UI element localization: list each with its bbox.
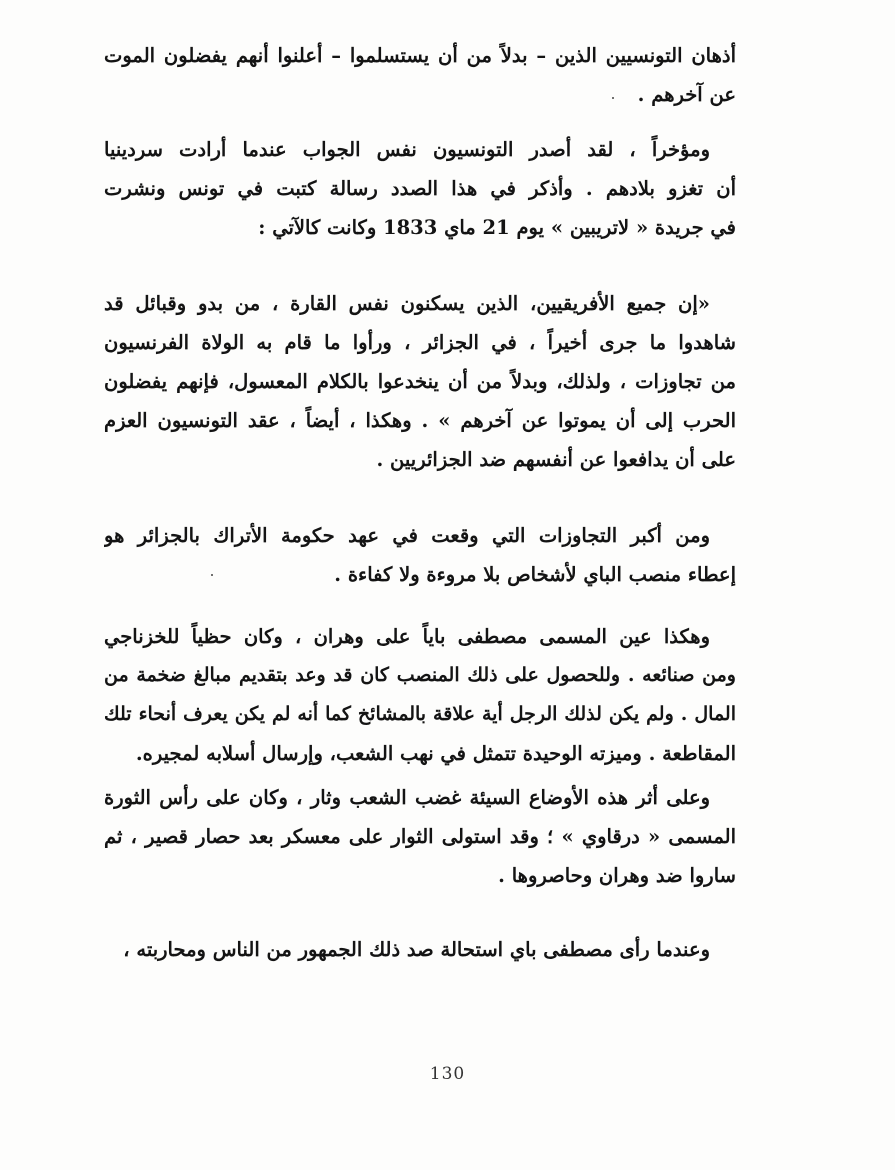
paragraph-7 bbox=[104, 930, 736, 969]
text-line: شاهدوا ما جرى أخيراً ، في الجزائر ، ورأوا ما قام به الولاة الفرنسيون bbox=[104, 331, 736, 354]
text-line: المسمى « درقاوي » ؛ وقد استولى الثوار على معسكر بعد حصار قصير ، ثم bbox=[104, 825, 736, 848]
text-line: ساروا ضد وهران وحاصروها . bbox=[498, 864, 736, 887]
text-line: أن تغزو بلادهم . وأذكر في هذا الصدد رسالة كتبت في تونس ونشرت bbox=[104, 177, 736, 200]
paragraph-4 bbox=[104, 516, 736, 594]
text-line: في جريدة « لاتريبين » يوم 21 ماي 1833 وكانت كالآتي : bbox=[258, 216, 736, 239]
paragraph-6 bbox=[104, 778, 736, 895]
text-line: المقاطعة . وميزته الوحيدة تتمثل في نهب الشعب، وإرسال أسلابه لمجيره. bbox=[135, 742, 736, 765]
text-line: «إن جميع الأفريقيين، الذين يسكنون نفس القارة ، من بدو وقبائل قد bbox=[104, 292, 710, 315]
text-line: من تجاوزات ، ولذلك، وبدلاً من أن ينخدعوا بالكلام المعسول، فإنهم يفضلون bbox=[104, 370, 736, 393]
paragraph-1 bbox=[104, 36, 736, 114]
text-line: وعندما رأى مصطفى باي استحالة صد ذلك الجمهور من الناس ومحاربته ، bbox=[123, 938, 710, 961]
page-number: 130 bbox=[429, 1064, 466, 1084]
text-line: أذهان التونسيين الذين – بدلاً من أن يستسلموا – أعلنوا أنهم يفضلون الموت bbox=[104, 44, 736, 67]
text-line: إعطاء منصب الباي لأشخاص بلا مروءة ولا كفاءة . bbox=[334, 563, 736, 586]
text-line: ومؤخراً ، لقد أصدر التونسيون نفس الجواب عندما أرادت سردينيا bbox=[104, 138, 710, 161]
text-line: المال . ولم يكن لذلك الرجل أية علاقة بالمشائخ كما أنه لم يكن يعرف أنحاء تلك bbox=[104, 703, 736, 725]
text-line: وهكذا عين المسمى مصطفى باياً على وهران ، وكان حظياً للخزناجي bbox=[104, 625, 710, 648]
paragraph-3 bbox=[104, 284, 736, 479]
text-line: ومن صنائعه . وللحصول على ذلك المنصب كان قد وعد بتقديم مبالغ ضخمة من bbox=[104, 664, 736, 686]
text-line: وعلى أثر هذه الأوضاع السيئة غضب الشعب وثار ، وكان على رأس الثورة bbox=[104, 786, 710, 809]
scan-speck bbox=[211, 574, 213, 576]
text-line: على أن يدافعوا عن أنفسهم ضد الجزائريين . bbox=[376, 448, 736, 471]
text-line: الحرب إلى أن يموتوا عن آخرهم » . وهكذا ، أيضاً ، عقد التونسيون العزم bbox=[104, 409, 736, 432]
text-line: عن آخرهم . bbox=[637, 83, 736, 106]
scan-speck bbox=[612, 97, 614, 99]
paragraph-5 bbox=[104, 617, 736, 773]
paragraph-2 bbox=[104, 130, 736, 247]
text-line: ومن أكبر التجاوزات التي وقعت في عهد حكومة الأتراك بالجزائر هو bbox=[104, 524, 710, 547]
